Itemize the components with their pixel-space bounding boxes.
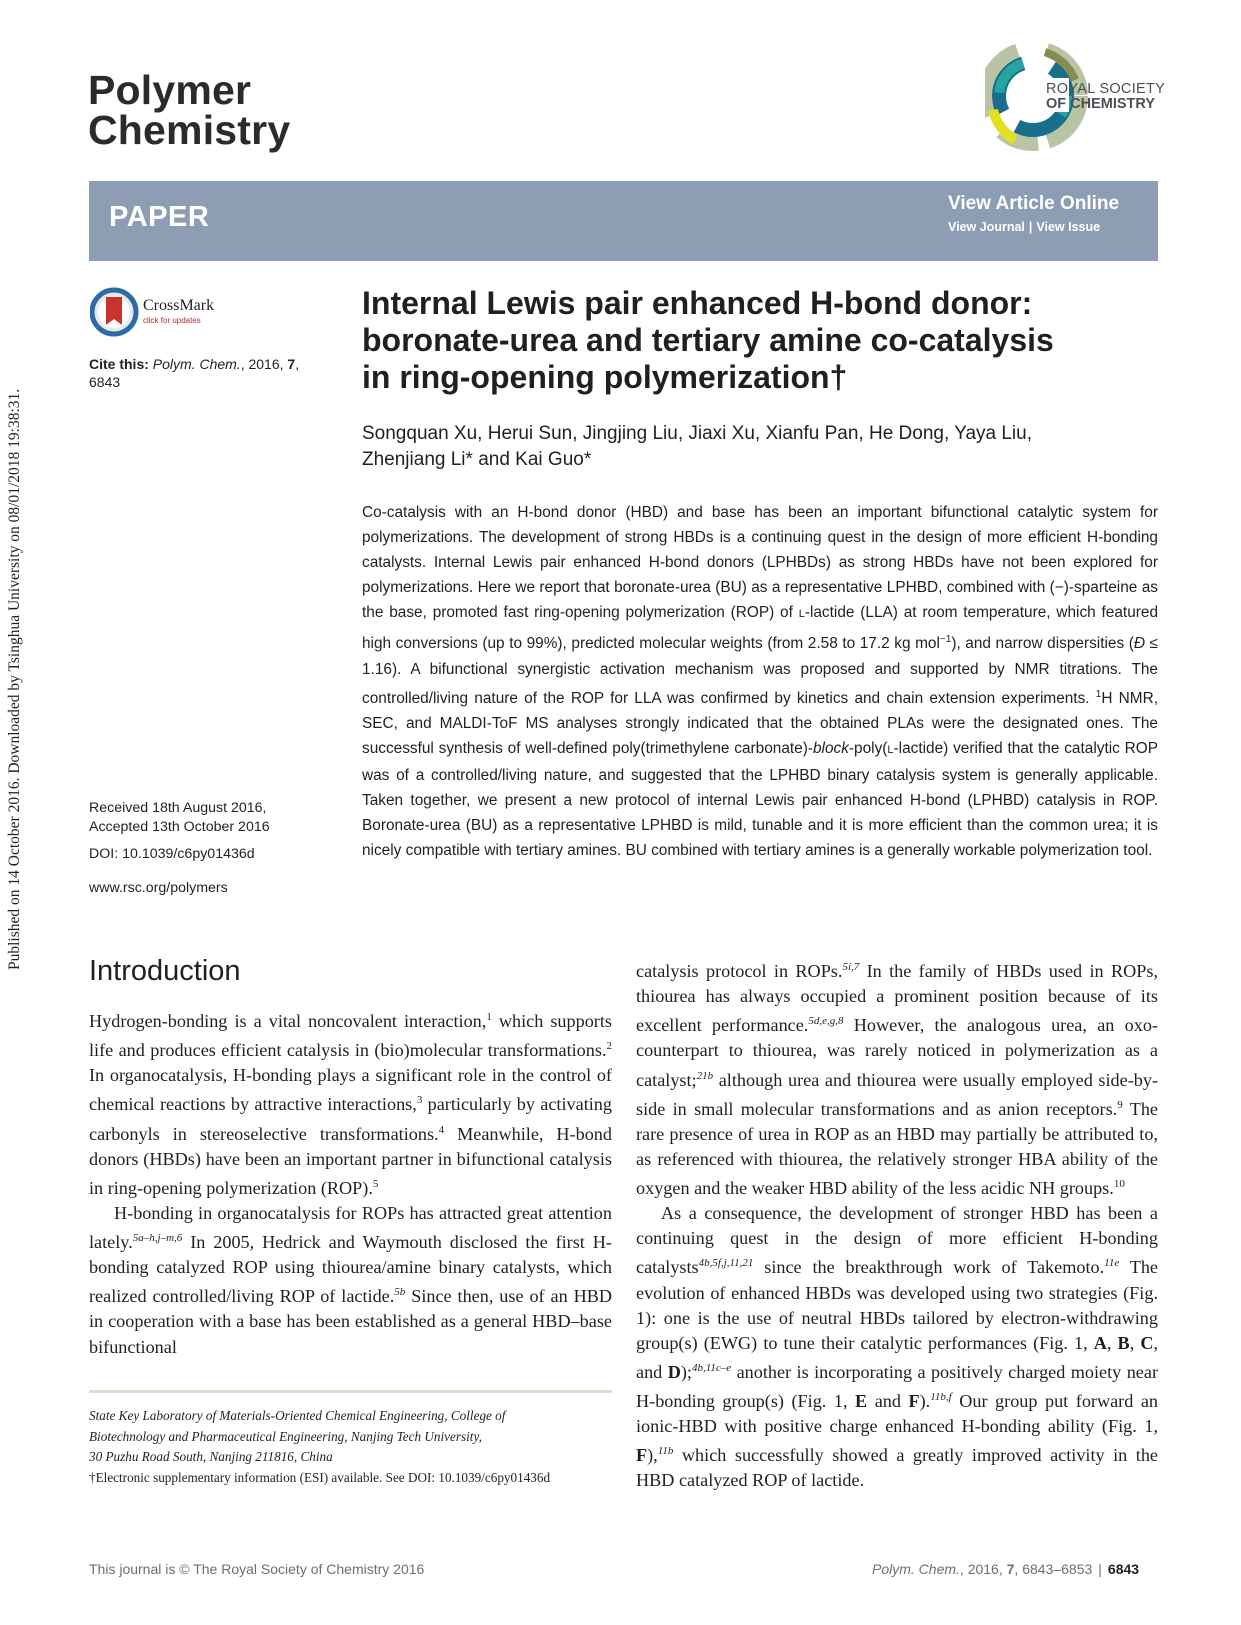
footer-citation: Polym. Chem., 2016, 7, 6843–6853 | 6843 [872,1561,1140,1577]
crossmark-sublabel[interactable]: click for updates [143,316,201,325]
citation: Cite this: Polym. Chem., 2016, 7, 6843 [89,356,300,390]
esi-note: †Electronic supplementary information (ESI) available. See DOI: 10.1039/c6py01436d [89,1469,551,1485]
paragraph: H-bonding in organocatalysis for ROPs has attracted great attention lately.$^{5a-h,j-m,6}$ In 2005, Hedrick and Waymouth disclosed the first H-bonding catalyzed ROP using thiourea/amine binary catalysts, which realized controlled/living ROP of lactide.$^{5b}$ Since then, use of an HBD in cooperation with a base has been established as a general HBD–base bifunctional [89,1202,612,1357]
body-column-left [89,1005,612,1360]
article-type-label: PAPER [109,201,210,233]
paragraph: As a consequence, the development of stronger HBD has been a continuing quest in the design of more efficient H-bonding catalysts$^{4b,5f,j,11,21}$ since the breakthrough work of Takemoto.$^{11e}$ The evolution of enhanced HBDs was developed using two strategies (Fig. 1): one is the use of neutral HBDs tailored by electron-withdrawing group(s) (EWG) to tune their catalytic performances (Fig. 1, A, B, C, and D);$^{4b,11c-e}$ another is incorporating a positively charged moiety near H-bonding group(s) (Fig. 1, E and F).$^{11b,f}$ Our group put forward an ionic-HBD with positive charge enhanced H-bonding ability (Fig. 1, F),$^{11b}$ which successfully showed a greatly improved activity in the HBD catalyzed ROP of lactide. [636,1203,1159,1491]
abstract: Co-catalysis with an H-bond donor (HBD) and base has been an important bifunctional catalytic system for polymerizations. The development of strong HBDs is a continuing quest in the design of more efficient H-bonding catalysts. Internal Lewis pair enhanced H-bond donors (LPHBDs) as strong HBDs have not been explored for polymerizations. Here we report that boronate-urea (BU) as a representative LPHBD, combined with (−)-sparteine as the base, promoted fast ring-opening polymerization (ROP) of L-lactide (LLA) at room temperature, which featured high conversions (up to 99%), predicted molecular weights (from 2.58 to 17.2 kg mol$^{-1}$), and narrow dispersities (Đ ≤ 1.16). A bifunctional synergistic activation mechanism was proposed and supported by NMR titrations. The controlled/living nature of the ROP for LLA was confirmed by kinetics and chain extension experiments. $^1$H NMR, SEC, and MALDI-ToF MS analyses strongly indicated that the obtained PLAs were the designated ones. The successful synthesis of well-defined poly(trimethylene carbonate)-block-poly(L-lactide) verified that the catalytic ROP was of a controlled/living nature, and suggested that the LPHBD binary catalysis system is generally applicable. Taken together, we present a new protocol of internal Lewis pair enhanced H-bond (LPHBD) catalysis in ROP. Boronate-urea (BU) as a representative LPHBD is mild, tunable and it is more efficient than the common urea; it is nicely compatible with tertiary amines. BU combined with tertiary amines is a generally workable polymerization tool. [362,504,1159,860]
section-heading-introduction: Introduction [89,955,241,987]
page-number: 6843 [1107,1561,1140,1577]
journal-url-link[interactable]: www.rsc.org/polymers [89,880,228,896]
affiliation: State Key Laboratory of Materials-Oriented Chemical Engineering, College of [89,1408,506,1423]
received-dates: Received 18th August 2016, Accepted 13th October 2016 [89,800,270,835]
paragraph: catalysis protocol in ROPs.$^{5i,7}$ In the family of HBDs used in ROPs, thiourea has always occupied a prominent position because of its excellent performance.$^{5d,e,g,8}$ However, the analogous urea, an oxo-counterpart to thiourea, was rarely noticed in polymerization as a catalyst;$^{21b}$ although urea and thiourea were usually employed side-by-side in small molecular transformations and as anion receptors.$^9$ The rare presence of urea in ROP as an HBD may partially be attributed to, as referenced with thiourea, the relatively stronger HBA ability of the oxygen and the weaker HBD ability of the less acidic NH groups.$^{10}$ [636,961,1158,1199]
footer-copyright: This journal is © The Royal Society of Chemistry 2016 [89,1561,425,1577]
crossmark-label[interactable]: CrossMark [143,297,215,314]
view-article-online-link[interactable]: View Article Online [948,193,1120,214]
affiliation: Biotechnology and Pharmaceutical Engineering, Nanjing Tech University, [89,1428,482,1444]
footnotes [89,1406,612,1488]
doi[interactable]: DOI: 10.1039/c6py01436d [89,846,255,862]
author-list: Songquan Xu, Herui Sun, Jingjing Liu, Jiaxi Xu, Xianfu Pan, He Dong, Yaya Liu, Zhenjiang Li* and Kai Guo* [362,423,1033,470]
journal-title[interactable]: Polymer Chemistry [88,67,291,153]
rsc-wordmark: ROYAL SOCIETY OF CHEMISTRY [1046,81,1166,112]
affiliation: 30 Puzhu Road South, Nanjing 211816, China [89,1449,333,1464]
view-links [948,220,1100,234]
paragraph: Hydrogen-bonding is a vital noncovalent interaction,$^1$ which supports life and produces efficient catalysis in (bio)molecular transformations.$^2$ In organocatalysis, H-bonding plays a significant role in the control of chemical reactions by attractive interactions,$^3$ particularly by activating carbonyls in stereoselective transformations.$^4$ Meanwhile, H-bond donors (HBDs) have been an important partner in bifunctional catalysis in ring-opening polymerization (ROP).$^5$ [89,1011,612,1198]
download-stamp: Published on 14 October 2016. Downloaded by Tsinghua University on 08/01/2018 19:38:31. [6,388,23,970]
body-column-right [636,955,1158,1493]
link-separator: | [1028,220,1033,234]
article-title: Internal Lewis pair enhanced H-bond donor: boronate-urea and tertiary amine co-catalysis in ring-opening polymerization† [362,285,1054,395]
footnote-divider [89,1390,612,1393]
view-issue-link[interactable]: View Issue [1036,220,1101,234]
view-journal-link[interactable]: View Journal [948,220,1025,234]
